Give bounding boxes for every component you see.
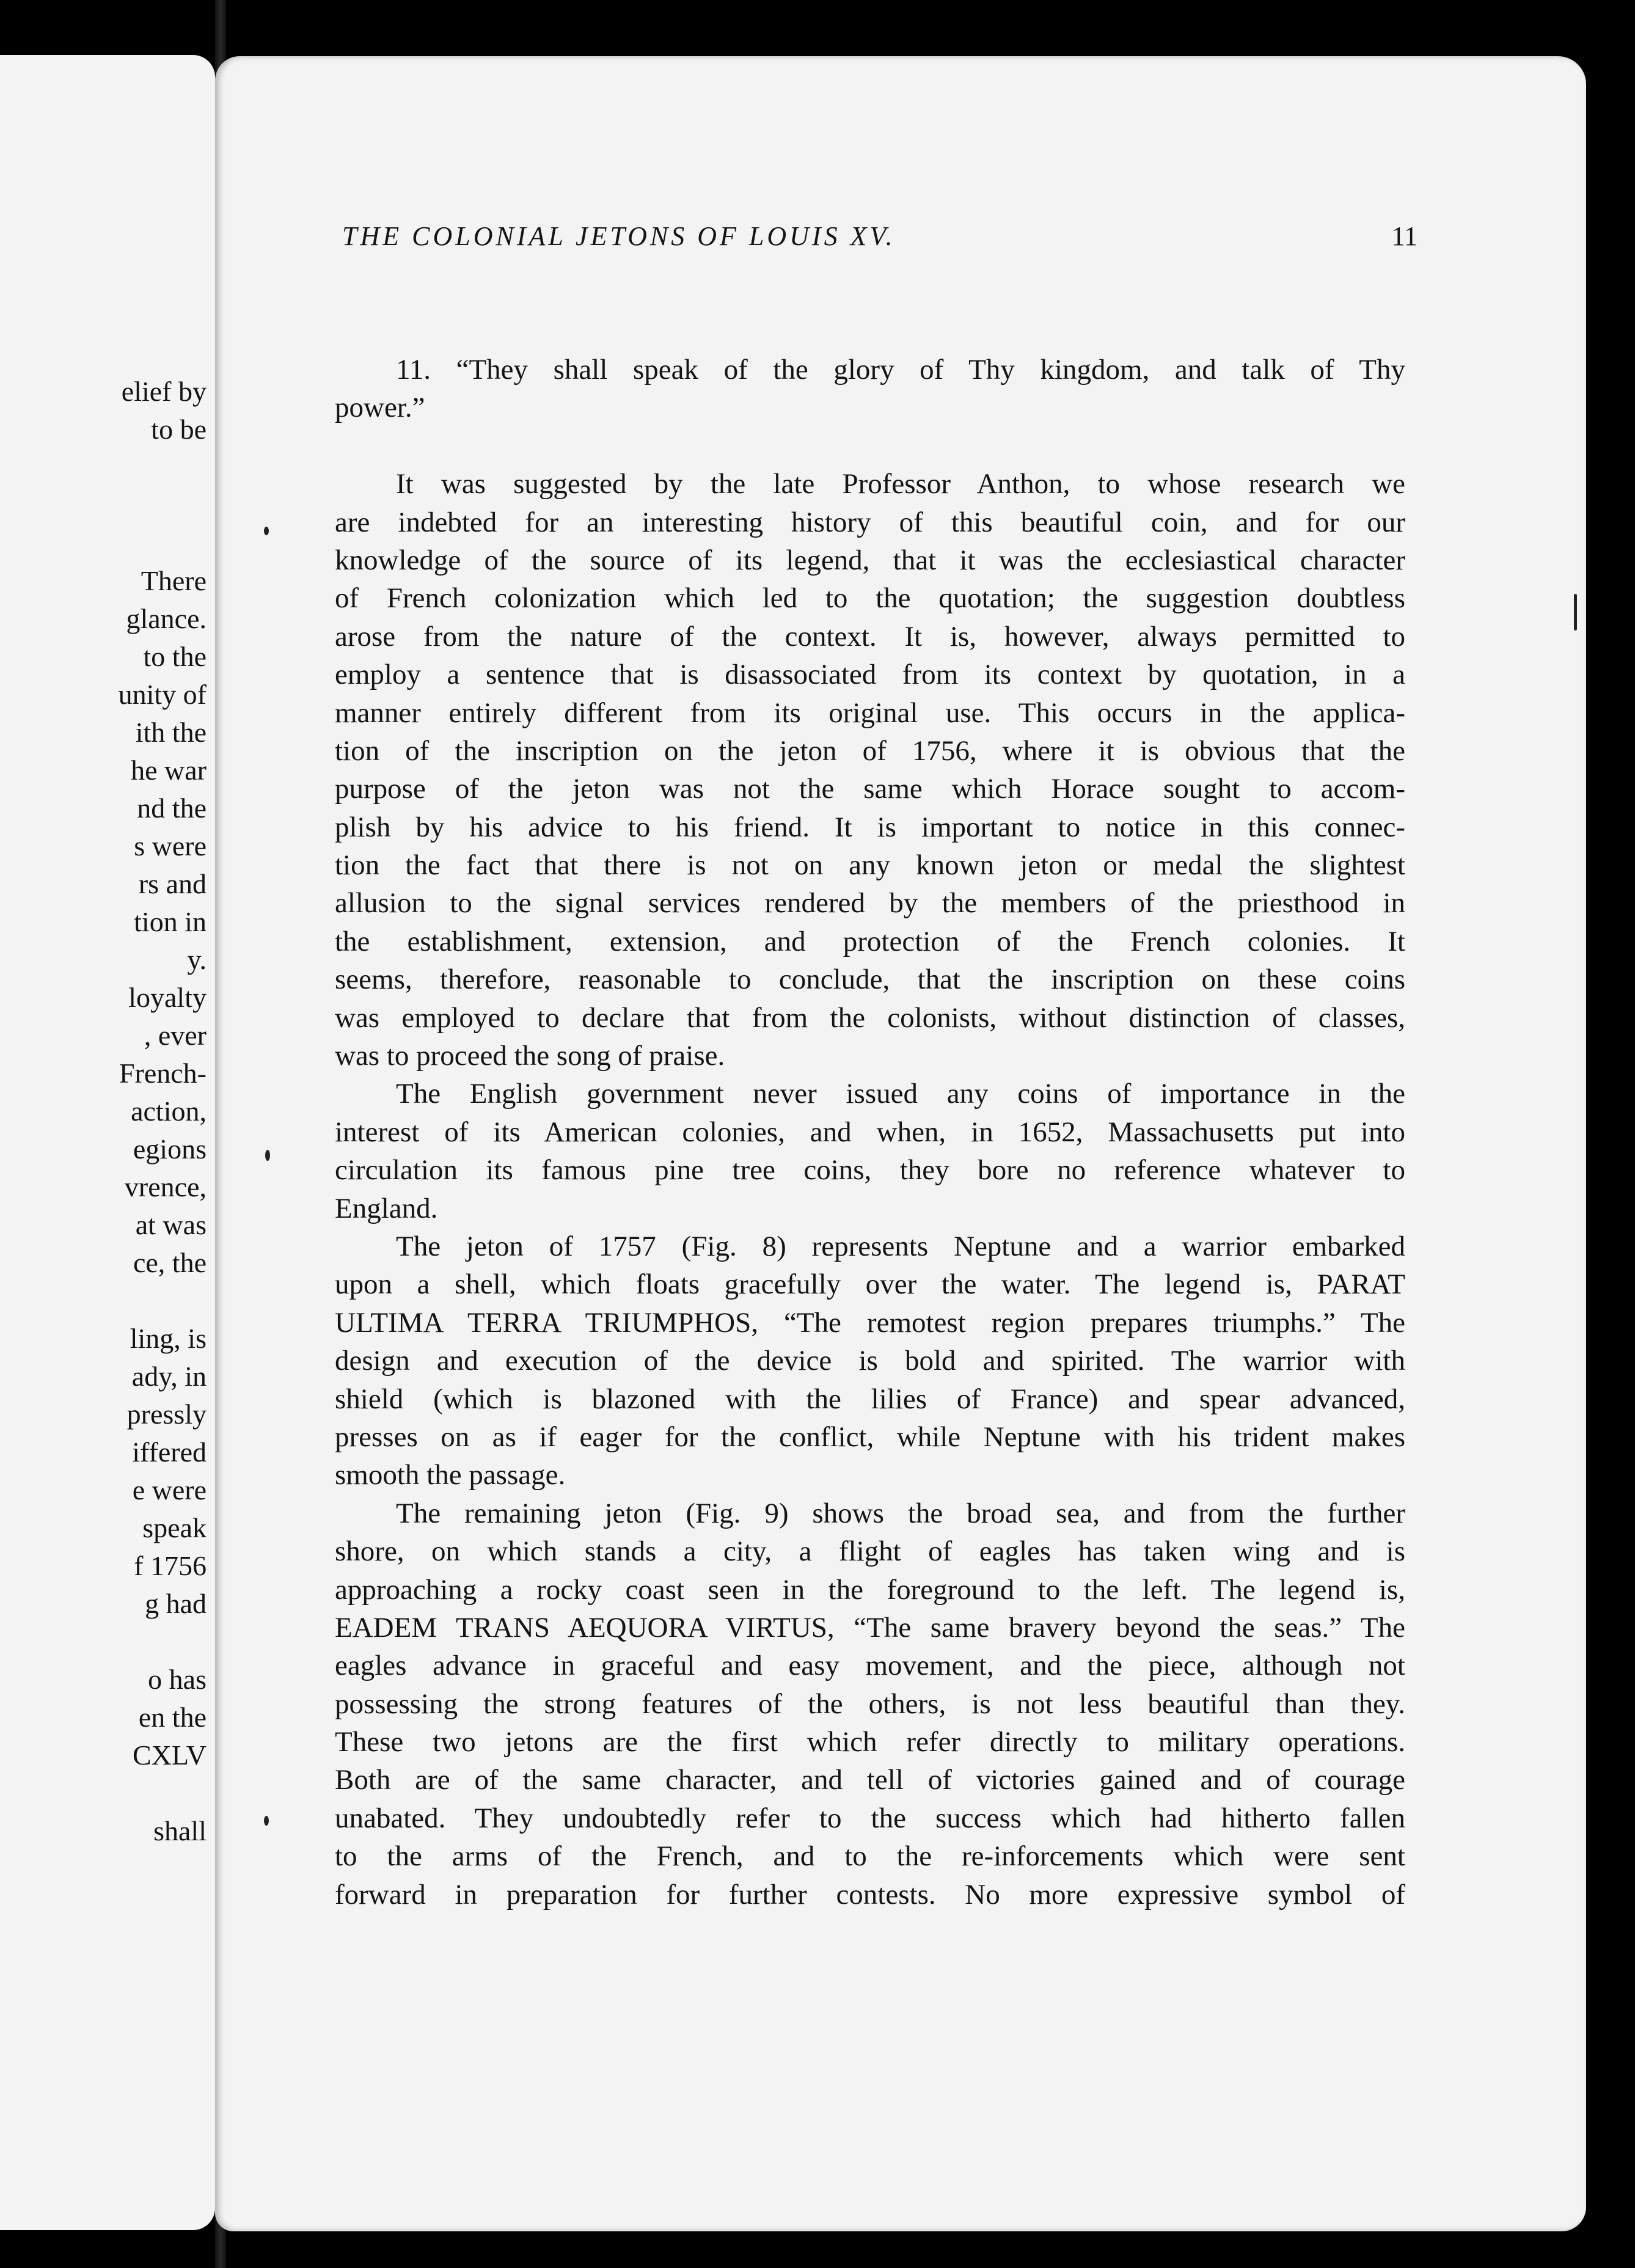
left-page-line: CXLV <box>133 1739 207 1771</box>
left-page-line: There <box>141 565 207 596</box>
text-line: forward in preparation for further contests. No more expressive symbol of <box>335 1878 1405 1911</box>
text-line: arose from the nature of the context. It is, however, always permitted to <box>335 620 1405 653</box>
running-title: THE COLONIAL JETONS OF LOUIS XV. <box>342 221 896 251</box>
left-page-line: unity of <box>118 679 207 710</box>
left-page-line: nd the <box>137 792 207 824</box>
left-page-line <box>0 448 207 486</box>
text-line: 11. “They shall speak of the glory of Thy kingdom, and talk of Thy <box>396 354 1405 386</box>
text-line: It was suggested by the late Professor Anthon, to whose research we <box>396 468 1405 500</box>
left-page-line: iffered <box>132 1436 207 1468</box>
left-page-line: elief by <box>121 376 207 407</box>
margin-speck <box>264 527 269 535</box>
text-line: of French colonization which led to the quotation; the suggestion doubtless <box>335 582 1405 615</box>
left-page-line <box>0 486 207 524</box>
text-line: smooth the passage. <box>335 1459 566 1491</box>
text-line: manner entirely different from its original use. This occurs in the applica- <box>335 697 1405 729</box>
left-page-line: rs and <box>138 868 207 899</box>
text-line: unabated. They undoubtedly refer to the success which had hitherto fallen <box>335 1802 1405 1834</box>
text-line: presses on as if eager for the conflict, while Neptune with his trident makes <box>335 1421 1405 1453</box>
left-page-line: f 1756 <box>134 1550 207 1581</box>
left-page-line: speak <box>142 1512 207 1543</box>
left-page-fragment <box>0 55 215 2230</box>
left-page-line: ling, is <box>130 1323 207 1354</box>
text-line: employ a sentence that is disassociated from its context by quotation, in a <box>335 659 1405 691</box>
text-line: shield (which is blazoned with the lilies of France) and spear advanced, <box>335 1383 1405 1415</box>
left-page-line: e were <box>132 1474 207 1505</box>
text-line: tion the fact that there is not on any known jeton or medal the slightest <box>335 849 1405 882</box>
body-text <box>335 351 1405 1914</box>
page-edge-shadow <box>1586 56 1635 2231</box>
margin-speck <box>264 1816 269 1826</box>
left-page-line <box>0 524 207 562</box>
text-line: plish by his advice to his friend. It is important to notice in this connec- <box>335 811 1405 843</box>
text-line: circulation its famous pine tree coins, they bore no reference whatever to <box>335 1154 1405 1187</box>
text-line: purpose of the jeton was not the same which Horace sought to accom- <box>335 773 1405 805</box>
text-line: approaching a rocky coast seen in the foreground to the left. The legend is, <box>335 1573 1405 1606</box>
left-page-line: at was <box>135 1209 207 1240</box>
left-page-line: s were <box>134 830 207 861</box>
text-line: shore, on which stands a city, a flight of eagles has taken wing and is <box>335 1535 1405 1568</box>
left-page-line: o has <box>148 1664 207 1695</box>
left-page-line: g had <box>145 1588 207 1619</box>
left-page-line: to the <box>143 641 207 672</box>
text-line: was employed to declare that from the colonists, without distinction of classes, <box>335 1001 1405 1034</box>
left-page-line <box>0 1282 207 1320</box>
left-page-line: y. <box>187 944 207 975</box>
left-page-line <box>0 1623 207 1661</box>
text-line: ULTIMA TERRA TRIUMPHOS, “The remotest region prepares triumphs.” The <box>335 1306 1405 1339</box>
left-page-line: French- <box>119 1058 207 1089</box>
text-line: was to proceed the song of praise. <box>335 1040 725 1072</box>
left-page-line: ith the <box>135 717 207 748</box>
text-line: design and execution of the device is bold and spirited. The warrior with <box>335 1345 1405 1377</box>
left-page-line <box>0 1774 207 1812</box>
text-line: knowledge of the source of its legend, that it was the ecclesiastical character <box>335 544 1405 576</box>
text-line: These two jetons are the first which refer directly to military operations. <box>335 1726 1405 1758</box>
text-line: The jeton of 1757 (Fig. 8) represents Neptune and a warrior embarked <box>396 1230 1405 1262</box>
paragraph-gap <box>335 427 1405 465</box>
left-page-line: vrence, <box>124 1171 207 1202</box>
left-page-text <box>0 373 207 1850</box>
text-line: to the arms of the French, and to the re-inforcements which were sent <box>335 1840 1405 1873</box>
left-page-line: , ever <box>144 1020 207 1051</box>
text-line: EADEM TRANS AEQUORA VIRTUS, “The same bravery beyond the seas.” The <box>335 1611 1405 1644</box>
text-line: tion of the inscription on the jeton of 1756, where it is obvious that the <box>335 734 1405 767</box>
left-page-line: action, <box>131 1096 207 1127</box>
left-page-line: he war <box>131 755 207 786</box>
left-page-line: en the <box>138 1702 207 1733</box>
text-line: upon a shell, which floats gracefully over the water. The legend is, PARAT <box>335 1268 1405 1301</box>
text-line: are indebted for an interesting history of this beautiful coin, and for our <box>335 506 1405 538</box>
left-page-line: to be <box>151 414 207 445</box>
left-page-line: ady, in <box>131 1361 207 1392</box>
text-line: power.” <box>335 392 425 424</box>
text-line: allusion to the signal services rendered by the members of the priesthood in <box>335 887 1405 920</box>
left-page-line: pressly <box>126 1399 207 1430</box>
margin-speck <box>1574 594 1577 631</box>
text-line: possessing the strong features of the others, is not less beautiful than they. <box>335 1688 1405 1720</box>
text-line: eagles advance in graceful and easy movement, and the piece, although not <box>335 1650 1405 1682</box>
left-page-line: loyalty <box>128 982 207 1013</box>
left-page-line: ce, the <box>133 1247 207 1278</box>
left-page-line: tion in <box>134 906 207 937</box>
text-line: The remaining jeton (Fig. 9) shows the broad sea, and from the further <box>396 1497 1405 1529</box>
left-page-line: egions <box>133 1133 207 1165</box>
running-head <box>342 215 1417 258</box>
margin-speck <box>265 1150 270 1161</box>
text-line: The English government never issued any coins of importance in the <box>396 1078 1405 1110</box>
text-line: England. <box>335 1192 438 1224</box>
page-number: 11 <box>1391 221 1417 251</box>
left-page-line: shall <box>153 1815 207 1846</box>
text-line: Both are of the same character, and tell of victories gained and of courage <box>335 1764 1405 1796</box>
left-page-line: glance. <box>126 603 207 634</box>
text-line: the establishment, extension, and protection of the French colonies. It <box>335 925 1405 957</box>
text-line: interest of its American colonies, and when, in 1652, Massachusetts put into <box>335 1116 1405 1148</box>
text-line: seems, therefore, reasonable to conclude, that the inscription on these coins <box>335 964 1405 996</box>
